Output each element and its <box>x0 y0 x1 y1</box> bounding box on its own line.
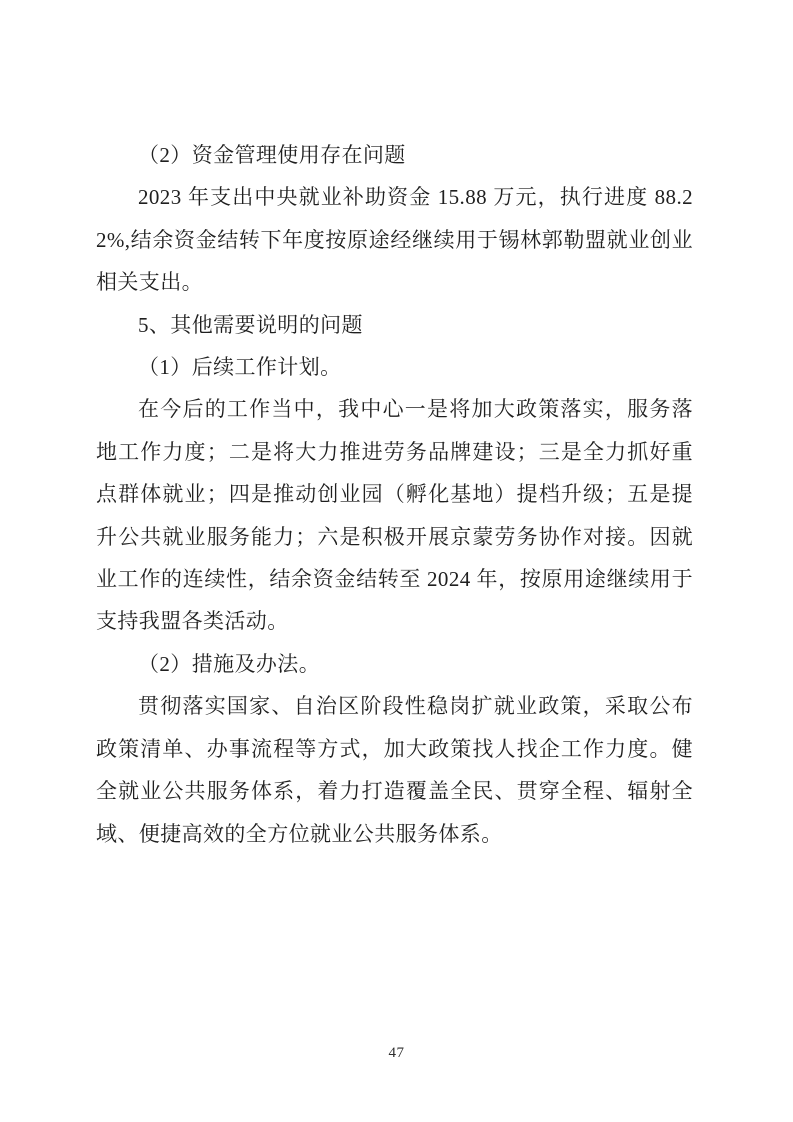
paragraph-follow-up-work-plan: 在今后的工作当中，我中心一是将加大政策落实，服务落地工作力度；二是将大力推进劳务品牌建设；三是全力抓好重点群体就业；四是推动创业园（孵化基地）提档升级；五是提升公共就业服务能力；六是积极开展京蒙劳务协作对接。因就业工作的连续性，结余资金结转至 2024 年，按原用途继续用于支持我盟各类活动。 <box>96 397 693 634</box>
heading-section-5-other-issues: 5、其他需要说明的问题 <box>138 312 363 337</box>
heading-measures-and-methods: （2）措施及办法。 <box>138 651 321 676</box>
document-body <box>96 134 693 855</box>
heading-funds-management-issues: （2）资金管理使用存在问题 <box>138 143 406 167</box>
page-number: 47 <box>388 1045 405 1061</box>
heading-follow-up-work-plan: （1）后续工作计划。 <box>138 355 342 380</box>
paragraph-measures-and-methods: 贯彻落实国家、自治区阶段性稳岗扩就业政策，采取公布政策清单、办事流程等方式，加大政策找人找企工作力度。健全就业公共服务体系，着力打造覆盖全民、贯穿全程、辐射全域、便捷高效的全方位就业公共服务体系。 <box>96 694 693 846</box>
paragraph-funds-expenditure: 2023 年支出中央就业补助资金 15.88 万元，执行进度 88.22%,结余资金结转下年度按原途经继续用于锡林郭勒盟就业创业相关支出。 <box>96 185 693 295</box>
